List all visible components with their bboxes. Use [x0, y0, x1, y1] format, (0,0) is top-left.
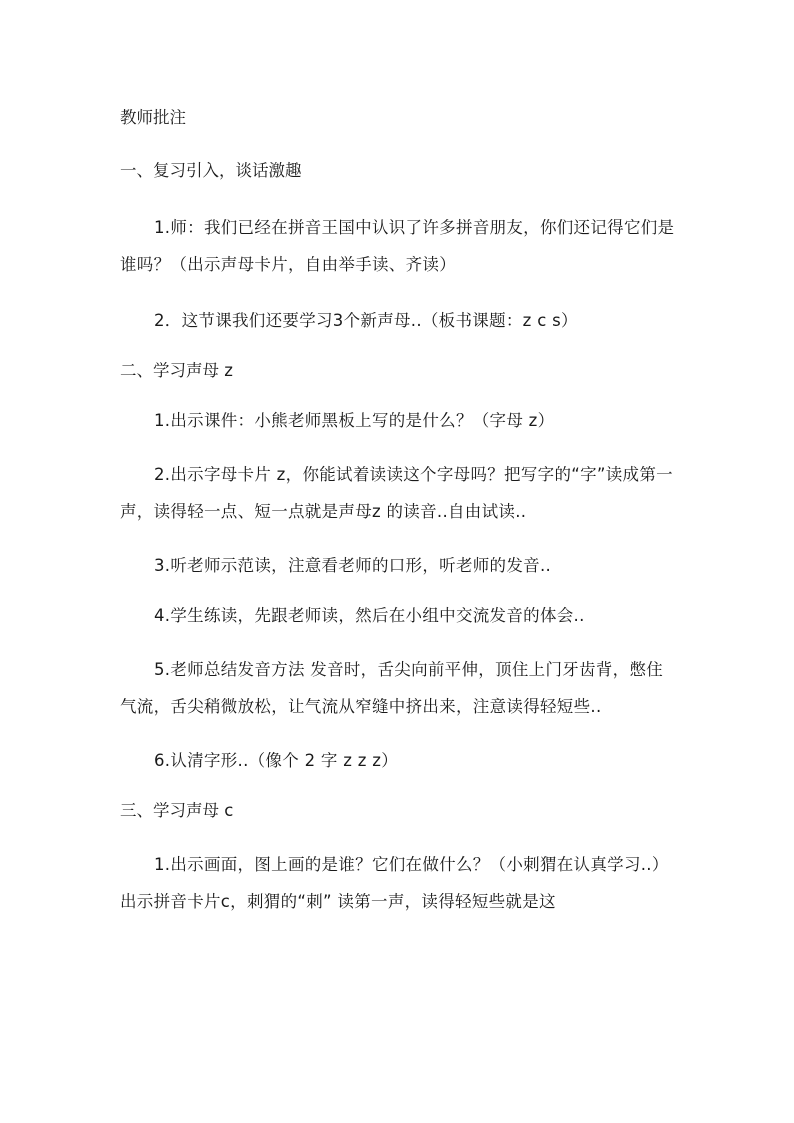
paragraph-1-1: 1.师：我们已经在拼音王国中认识了许多拼音朋友，你们还记得它们是谁吗？（出示声母卡片，自由举手读、齐读） — [120, 218, 675, 274]
paragraph-2-5: 5.老师总结发音方法 发音时，舌尖向前平伸，顶住上门牙齿背，憋住气流，舌尖稍微放松，让气流从窄缝中挤出来，注意读得轻短些.. — [120, 660, 664, 716]
paragraph-3-1: 1.出示画面，图上画的是谁？它们在做什么？（小刺猬在认真学习..）出示拼音卡片c，刺猬的“刺” 读第一声，读得轻短些就是这 — [120, 855, 669, 911]
section-heading-1: 一、复习引入，谈话激趣 — [120, 161, 302, 180]
paragraph-2-1: 1.出示课件：小熊老师黑板上写的是什么？（字母 z） — [154, 411, 555, 430]
paragraph-2-4: 4.学生练读，先跟老师读，然后在小组中交流发音的体会.. — [154, 606, 585, 625]
paragraph-2-3: 3.听老师示范读，注意看老师的口形，听老师的发音.. — [154, 556, 552, 575]
paragraph-2-6: 6.认清字形..（像个 2 字 z z z） — [154, 751, 399, 770]
paragraph-2-2: 2.出示字母卡片 z，你能试着读读这个字母吗？把写字的“字”读成第一声，读得轻一点、短一点就是声母z 的读音..自由试读.. — [120, 465, 673, 521]
section-heading-3: 三、学习声母 c — [120, 801, 234, 820]
paragraph-1-2: 2．这节课我们还要学习3个新声母..（板书课题：z c s） — [154, 311, 578, 330]
document-title: 教师批注 — [120, 108, 186, 127]
section-heading-2: 二、学习声母 z — [120, 361, 233, 380]
